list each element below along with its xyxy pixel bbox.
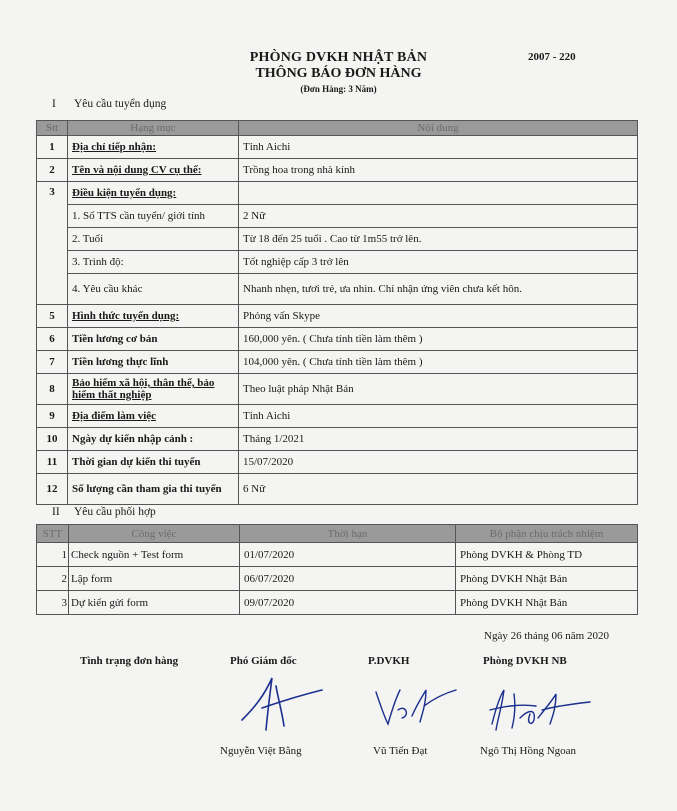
row-item: Hình thức tuyển dụng: — [72, 310, 180, 322]
row-content — [239, 182, 638, 205]
row-deadline: 01/07/2020 — [240, 543, 456, 567]
row-content: Tỉnh Aichi — [239, 405, 638, 428]
table-header-row — [37, 121, 638, 136]
row-number: 9 — [37, 405, 68, 428]
column-header: Công việc — [69, 525, 240, 543]
table-row — [37, 182, 638, 205]
section-1-number: I — [52, 98, 56, 110]
row-number: 5 — [37, 305, 68, 328]
row-content: Từ 18 đến 25 tuổi . Cao từ 1m55 trở lên. — [239, 228, 638, 251]
row-item: Thời gian dự kiến thi tuyển — [68, 451, 239, 474]
table-header-row — [37, 525, 638, 543]
table-row — [37, 228, 638, 251]
signing-date: Ngày 26 tháng 06 năm 2020 — [484, 630, 609, 642]
signature-image — [232, 668, 332, 738]
table-row — [37, 428, 638, 451]
table-row — [37, 205, 638, 228]
row-item: Tiền lương thực lĩnh — [68, 351, 239, 374]
signature-image — [372, 680, 462, 735]
row-item: Tiền lương cơ bản — [68, 328, 239, 351]
row-number: 6 — [37, 328, 68, 351]
row-number: 3 — [37, 591, 69, 615]
row-item: Tên và nội dung CV cụ thể: — [72, 164, 202, 176]
row-item: Địa chỉ tiếp nhận: — [72, 141, 157, 153]
row-number: 8 — [37, 374, 68, 405]
table-row — [37, 305, 638, 328]
signature-role: P.DVKH — [368, 655, 410, 667]
row-deadline: 09/07/2020 — [240, 591, 456, 615]
table-row — [37, 374, 638, 405]
row-item: 2. Tuổi — [68, 228, 239, 251]
table-row — [37, 543, 638, 567]
row-item: 1. Số TTS cần tuyển/ giới tính — [68, 205, 239, 228]
row-task: Lập form — [69, 567, 240, 591]
row-dept: Phòng DVKH Nhật Bản — [456, 591, 638, 615]
row-content: Tốt nghiệp cấp 3 trở lên — [239, 251, 638, 274]
section-1-heading — [52, 98, 166, 110]
signer-name: Ngô Thị Hồng Ngoan — [480, 745, 577, 757]
section-1-title: Yêu cầu tuyển dụng — [74, 98, 167, 110]
signature-role: Phòng DVKH NB — [483, 655, 567, 667]
row-number: 2 — [37, 567, 69, 591]
document-title: PHÒNG DVKH NHẬT BẢN — [249, 50, 428, 65]
row-item: Địa điểm làm việc — [72, 410, 157, 422]
row-item: Số lượng cần tham gia thi tuyển — [68, 474, 239, 505]
column-header: STT — [37, 525, 69, 543]
row-number: 11 — [37, 451, 68, 474]
column-header: Nội dung — [239, 121, 638, 136]
section-2-title: Yêu cầu phối hợp — [74, 506, 156, 518]
column-header: Bộ phận chịu trách nhiệm — [456, 525, 638, 543]
row-task: Check nguồn + Test form — [69, 543, 240, 567]
table-row — [37, 591, 638, 615]
table-row — [37, 159, 638, 182]
row-content: Phỏng vấn Skype — [239, 305, 638, 328]
row-number: 1 — [37, 543, 69, 567]
table-row — [37, 474, 638, 505]
signature-role: Phó Giám đốc — [230, 655, 297, 667]
column-header: Hạng mục — [68, 121, 239, 136]
order-note: (Đơn Hàng: 3 Năm) — [300, 84, 377, 94]
coordination-table — [36, 524, 638, 615]
table-row — [37, 567, 638, 591]
table-row — [37, 328, 638, 351]
row-content: 15/07/2020 — [239, 451, 638, 474]
section-2-number: II — [52, 506, 60, 518]
row-dept: Phòng DVKH Nhật Bản — [456, 567, 638, 591]
document-code: 2007 - 220 — [528, 51, 576, 63]
row-number: 3 — [37, 182, 68, 305]
signature-image — [486, 684, 596, 739]
section-2-heading — [52, 506, 156, 518]
row-content: 6 Nữ — [239, 474, 638, 505]
row-content: Tháng 1/2021 — [239, 428, 638, 451]
table-row — [37, 451, 638, 474]
row-content: Tỉnh Aichi — [239, 136, 638, 159]
column-header: Thời hạn — [240, 525, 456, 543]
row-content: 160,000 yên. ( Chưa tính tiền làm thêm ) — [239, 328, 638, 351]
table-row — [37, 251, 638, 274]
row-number: 10 — [37, 428, 68, 451]
column-header: Stt — [37, 121, 68, 136]
row-dept: Phòng DVKH & Phòng TD — [456, 543, 638, 567]
row-number: 7 — [37, 351, 68, 374]
row-deadline: 06/07/2020 — [240, 567, 456, 591]
row-task: Dự kiến gửi form — [69, 591, 240, 615]
row-item: 3. Trình độ: — [68, 251, 239, 274]
table-row — [37, 405, 638, 428]
table-row — [37, 136, 638, 159]
signer-name: Nguyễn Việt Bằng — [220, 745, 302, 757]
document-subtitle: THÔNG BÁO ĐƠN HÀNG — [255, 66, 422, 81]
row-number: 1 — [37, 136, 68, 159]
row-item: 4. Yêu cầu khác — [68, 274, 239, 305]
row-number: 12 — [37, 474, 68, 505]
row-item: Ngày dự kiến nhập cảnh : — [68, 428, 239, 451]
row-content: Theo luật pháp Nhật Bản — [239, 374, 638, 405]
row-item: Điều kiện tuyển dụng: — [72, 187, 177, 199]
signer-name: Vũ Tiến Đạt — [373, 745, 428, 757]
row-item: Bảo hiểm xã hội, thân thể, bảo hiểm thất nghiệp — [72, 377, 215, 401]
table-row — [37, 274, 638, 305]
row-content: 2 Nữ — [239, 205, 638, 228]
row-content: 104,000 yên. ( Chưa tính tiền làm thêm ) — [239, 351, 638, 374]
row-content: Trồng hoa trong nhà kính — [239, 159, 638, 182]
recruitment-table — [36, 120, 638, 505]
signature-role: Tình trạng đơn hàng — [80, 655, 179, 667]
table-row — [37, 351, 638, 374]
row-number: 2 — [37, 159, 68, 182]
row-content: Nhanh nhẹn, tươi trẻ, ưa nhìn. Chỉ nhận ứng viên chưa kết hôn. — [239, 274, 638, 305]
